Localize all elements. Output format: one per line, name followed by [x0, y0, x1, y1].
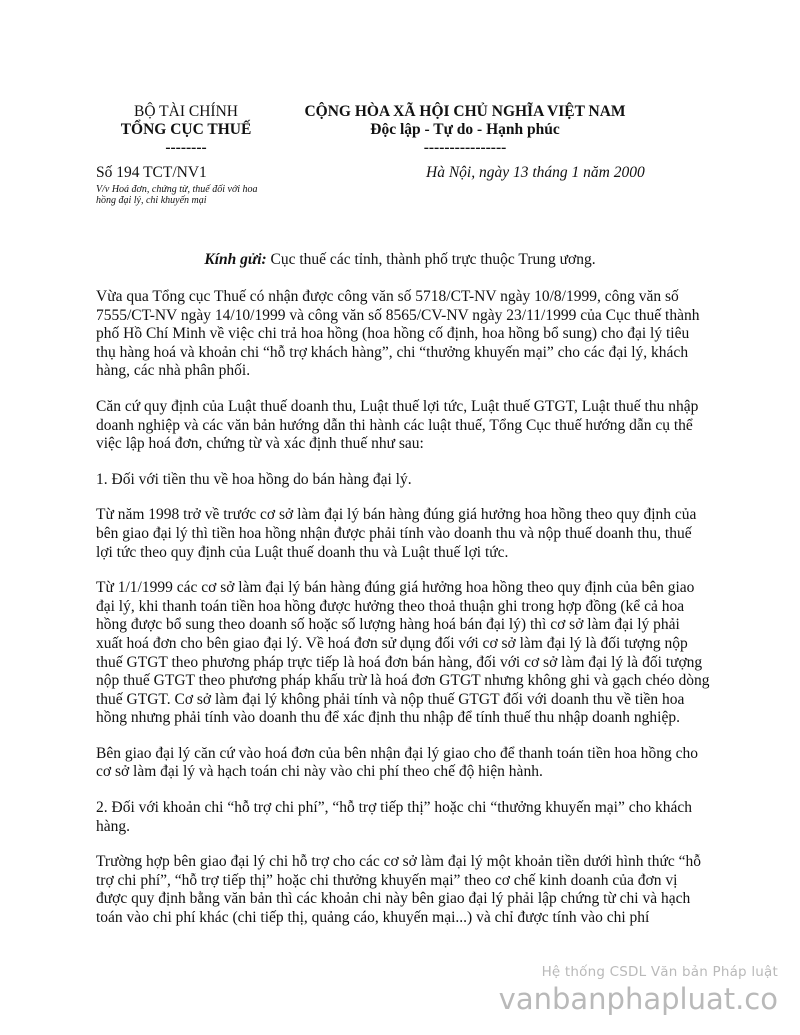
subject-line-1: V/v Hoá đơn, chứng từ, thuế đối với hoa — [96, 184, 258, 195]
section-heading: 2. Đối với khoản chi “hỗ trợ chi phí”, “hỗ trợ tiếp thị” hoặc chi “thưởng khuyến mại” cho khách hàng. — [96, 799, 693, 835]
department-name: TỔNG CỤC THUẾ — [120, 121, 252, 138]
document-subject — [96, 184, 281, 206]
paragraph: Vừa qua Tổng cục Thuế có nhận được công văn số 5718/CT-NV ngày 10/8/1999, công văn số 7555/CT-NV ngày 14/10/1999 và công văn số 8565/CV-NV ngày 23/11/1999 của Cục thuế thành phố Hồ Chí Minh về việc chi trả hoa hồng (hoa hồng cố định, hoa hồng bổ sung) cho đại lý tiêu thụ hàng hoá và khoản chi “hỗ trợ khách hàng”, chi “thưởng khuyến mại” cho các đại lý, khách hàng, các nhà phân phối. — [96, 288, 700, 380]
ministry-name: BỘ TÀI CHÍNH — [134, 103, 238, 120]
national-motto: Độc lập - Tự do - Hạnh phúc — [370, 121, 560, 138]
site-watermark — [499, 964, 778, 1016]
national-header — [285, 103, 645, 157]
country-name: CỘNG HÒA XÃ HỘI CHỦ NGHĨA VIỆT NAM — [304, 103, 626, 120]
watermark-domain: vanbanphapluat.co — [498, 982, 778, 1016]
paragraph: Bên giao đại lý căn cứ vào hoá đơn của bên nhận đại lý giao cho để thanh toán tiền hoa hồng cho cơ sở làm đại lý và hạch toán chi này vào chi phí theo chế độ hiện hành. — [96, 744, 698, 781]
subject-line-2: hồng đại lý, chi khuyến mại — [96, 195, 207, 206]
paragraph: Căn cứ quy định của Luật thuế doanh thu, Luật thuế lợi tức, Luật thuế GTGT, Luật thuế thu nhập doanh nghiệp và các văn bản hướng dẫn thi hành các luật thuế, Tổng Cục thuế hướng dẫn cụ thể việc lập hoá đơn, chứng từ và xác định thuế như sau: — [96, 397, 699, 453]
section-heading: 1. Đối với tiền thu về hoa hồng do bán hàng đại lý. — [96, 470, 412, 488]
issuer-rule: -------- — [165, 139, 207, 156]
issuer-block — [96, 103, 276, 157]
recipient-line — [96, 251, 704, 269]
motto-rule: ---------------- — [423, 139, 507, 156]
document-date: Hà Nội, ngày 13 tháng 1 năm 2000 — [426, 164, 645, 181]
recipient-label: Kính gửi: — [204, 251, 267, 268]
paragraph: Trường hợp bên giao đại lý chi hỗ trợ cho các cơ sở làm đại lý một khoản tiền dưới hình thức “hỗ trợ chi phí”, “hỗ trợ tiếp thị” hoặc chi thưởng khuyến mại” theo cơ chế kinh doanh của đơn vị được quy định bằng văn bản thì các khoản chi này bên giao đại lý phải lập chứng từ chi và hạch toán vào chi phí khác (chi tiếp thị, quảng cáo, khuyến mại...) và chỉ được tính vào chi phí — [96, 853, 702, 927]
watermark-caption: Hệ thống CSDL Văn bản Pháp luật — [541, 964, 778, 980]
recipient-text: Cục thuế các tỉnh, thành phố trực thuộc Trung ương. — [266, 251, 596, 268]
paragraph: Từ 1/1/1999 các cơ sở làm đại lý bán hàng đúng giá hưởng hoa hồng theo quy định của bên giao đại lý, khi thanh toán tiền hoa hồng được hưởng theo thoả thuận ghi trong hợp đồng (kể cả hoa hồng được bổ sung theo doanh số hoặc số lượng hàng hoá bán đại lý) thì cơ sở làm đại lý phải xuất hoá đơn cho bên giao đại lý. Về hoá đơn sử dụng đối với cơ sở làm đại lý là đối tượng nộp thuế GTGT theo phương pháp trực tiếp là hoá đơn bán hàng, đối với cơ sở làm đại lý là đối tượng nộp thuế GTGT theo phương pháp khấu trừ là hoá đơn GTGT nhưng không ghi và gạch chéo dòng thuế GTGT. Cơ sở làm đại lý không phải tính và nộp thuế GTGT đối với doanh thu về tiền hoa hồng nhưng phải tính vào doanh thu để xác định thu nhập để tính thuế thu nhập doanh nghiệp. — [96, 579, 710, 727]
document-body — [96, 288, 710, 945]
document-number: Số 194 TCT/NV1 — [96, 164, 207, 181]
paragraph: Từ năm 1998 trở về trước cơ sở làm đại lý bán hàng đúng giá hưởng hoa hồng theo quy định của bên giao đại lý thì tiền hoa hồng nhận được phải tính vào doanh thu và nộp thuế doanh thu, thuế lợi tức theo quy định của Luật thuế doanh thu và Luật thuế lợi tức. — [96, 506, 697, 561]
